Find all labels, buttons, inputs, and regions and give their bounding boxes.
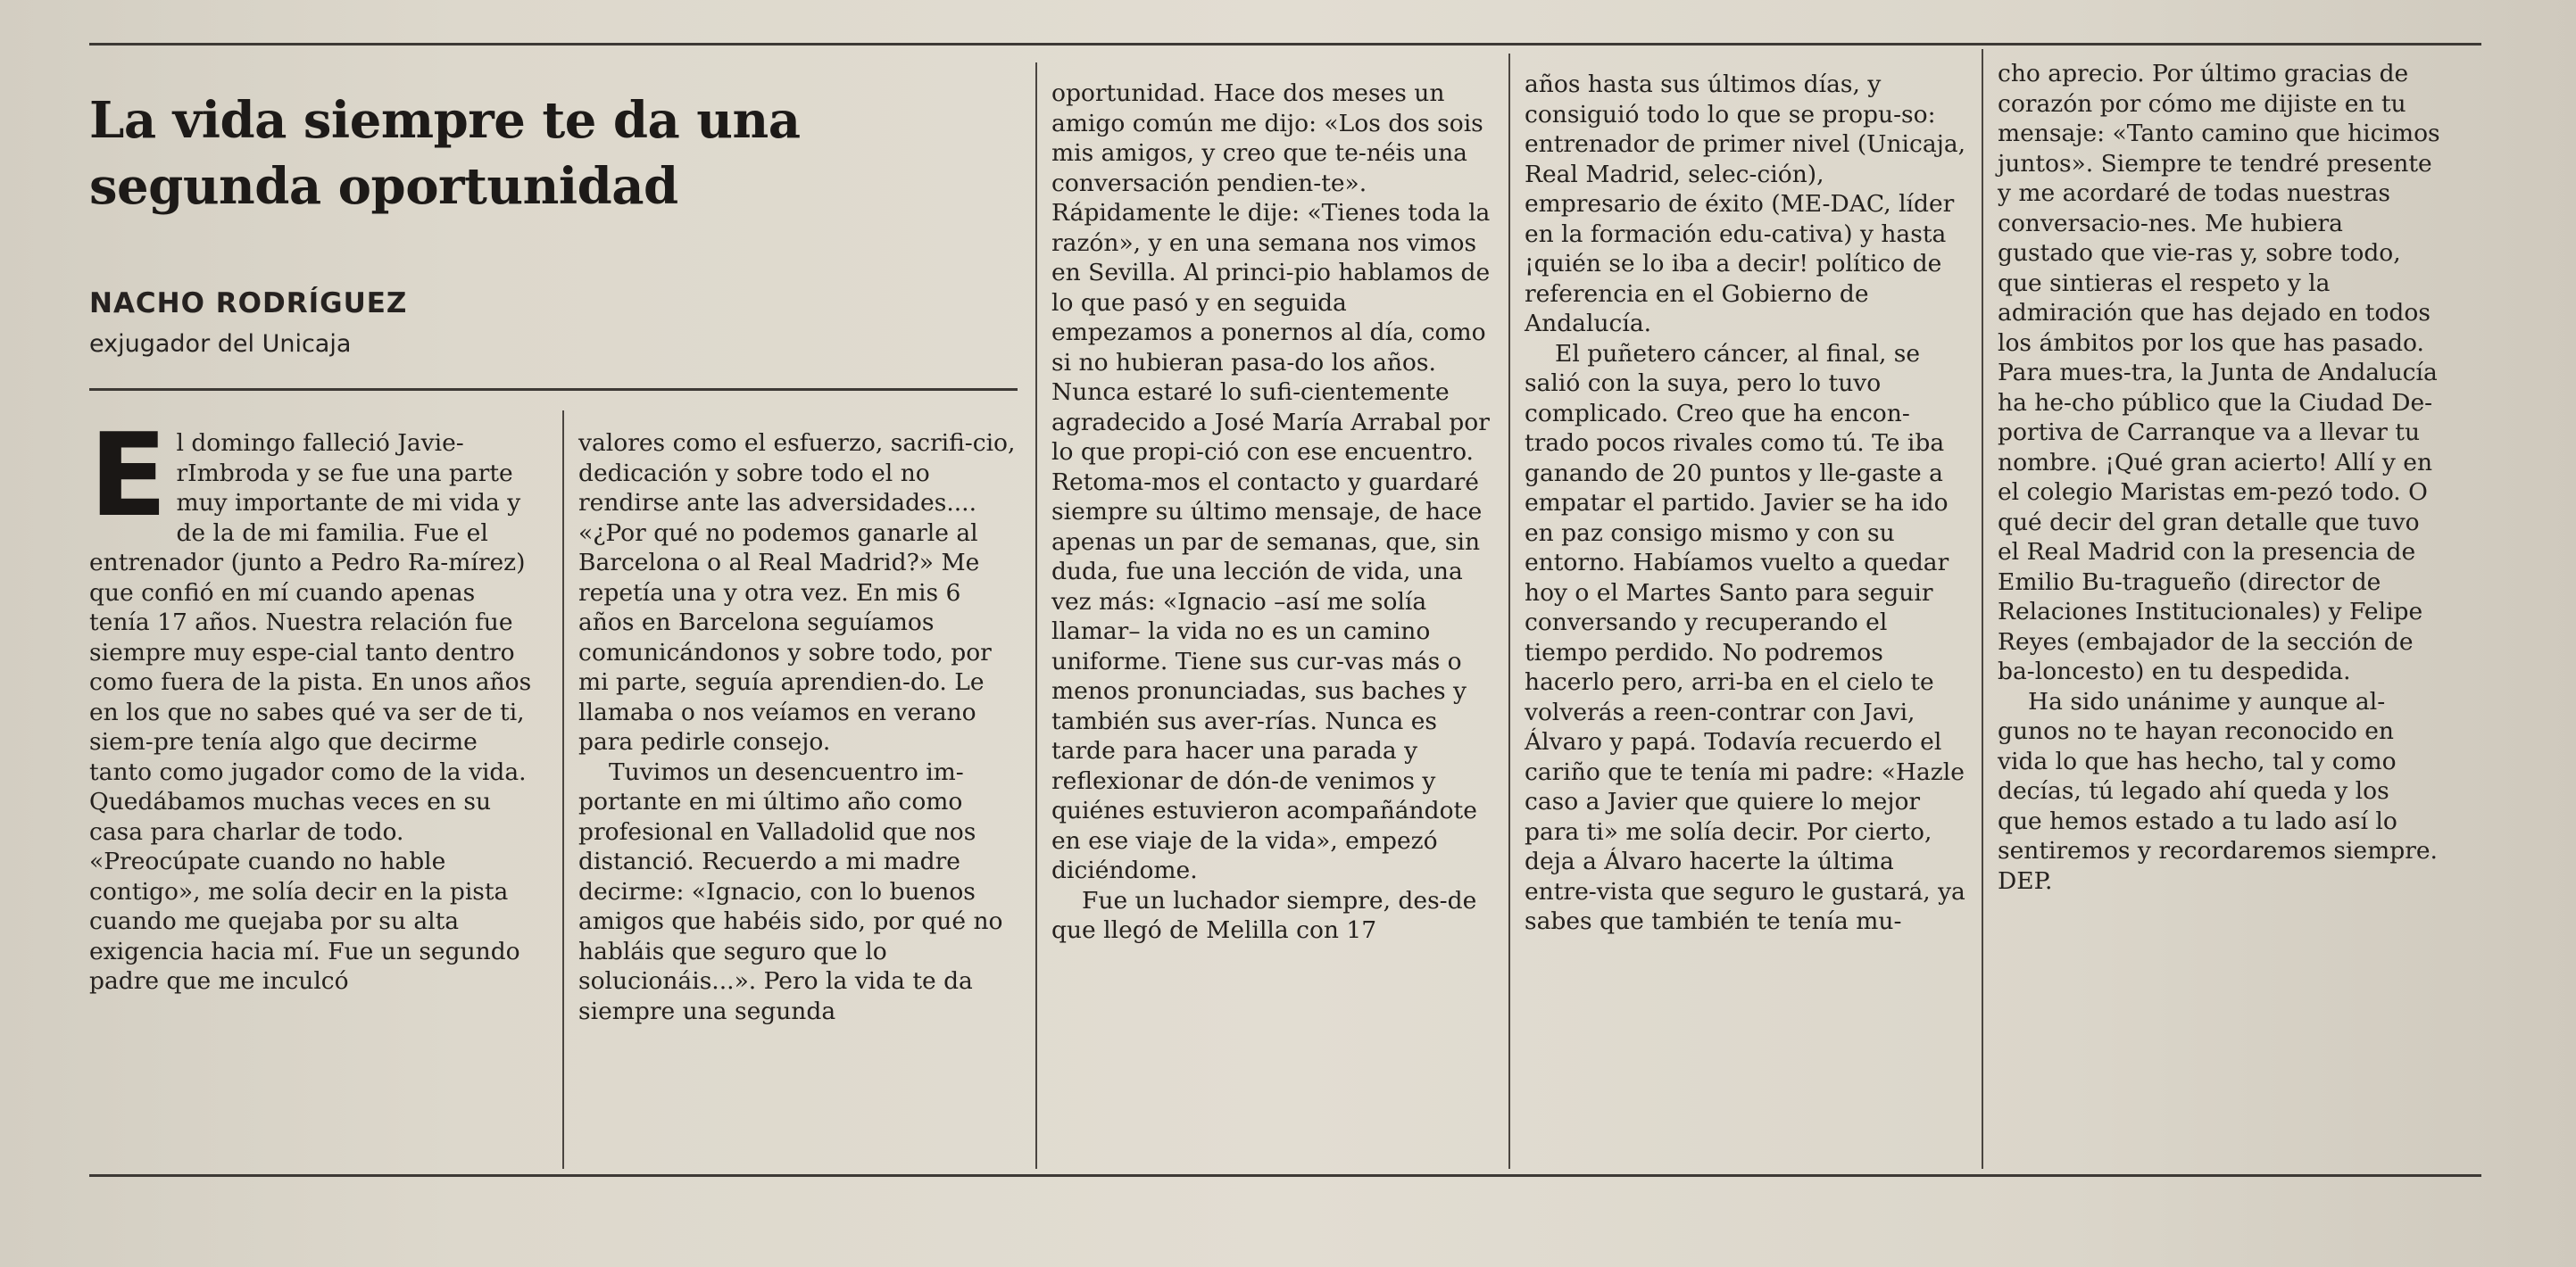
byline-rule bbox=[89, 388, 1018, 391]
paragraph-text: l domingo falleció Javie-rImbroda y se fue una parte muy importante de mi vida y de la de mi familia. Fue el entrenador (junto a Pedro Ra-mírez) que confió en mí cuando apenas tenía 17 años. Nuestra relación fue siempre muy espe-cial tanto dentro como fuera de la pista. En unos años en los que no sabes qué va ser de ti, siem-pre tenía algo que decirme tanto como jugador como de la vida. Quedábamos muchas veces en su casa para charlar de todo. «Preocúpate cuando no hable contigo», me solía decir en la pista cuando me quejaba por su alta exigencia hacia mí. Fue un segundo padre que me inculcó bbox=[89, 429, 532, 995]
author-name: NACHO RODRÍGUEZ bbox=[89, 287, 408, 319]
article-paragraph: Tuvimos un desencuentro im-portante en mi último año como profesional en Valladolid que nos distanció. Recuerdo a mi madre decirme: «Ignacio, con lo buenos amigos que habéis sido, por qué no habláis que seguro que lo solucionáis...». Pero la vida te da siempre una segunda bbox=[578, 758, 1003, 1025]
column-divider-1 bbox=[562, 410, 564, 1169]
column-divider-2 bbox=[1035, 62, 1037, 1169]
top-rule bbox=[89, 43, 2481, 46]
article-column-1 bbox=[89, 410, 532, 997]
author-role: exjugador del Unicaja bbox=[89, 330, 352, 358]
article-column-5 bbox=[1998, 59, 2440, 896]
headline-line-2: segunda oportunidad bbox=[89, 157, 678, 216]
article-paragraph: oportunidad. Hace dos meses un amigo común me dijo: «Los dos sois mis amigos, y creo que te-néis una conversación pendien-te». Rápidamente le dije: «Tienes toda la razón», y en una semana nos vimos en Sevilla. Al princi-pio hablamos de lo que pasó y en seguida empezamos a ponernos al día, como si no hubieran pasa-do los años. Nunca estaré lo sufi-cientemente agradecido a José María Arrabal por lo que propi-ció con ese encuentro. Retoma-mos el contacto y guardaré siempre su último mensaje, de hace apenas un par de semanas, que, sin duda, fue una lección de vida, una vez más: «Ignacio –así me solía llamar– la vida no es un camino uniforme. Tiene sus cur-vas más o menos pronunciadas, sus baches y también sus aver-rías. Nunca es tarde para hacer una parada y reflexionar de dón-de venimos y quiénes estuvieron acompañándote en ese viaje de la vida», empezó diciéndome. bbox=[1051, 79, 1491, 884]
headline-line-1: La vida siempre te da una bbox=[89, 91, 801, 150]
article-column-3 bbox=[1051, 79, 1494, 946]
bottom-rule bbox=[89, 1174, 2481, 1177]
article-paragraph: Ha sido unánime y aunque al-gunos no te hayan reconocido en vida lo que has hecho, tal y como decías, tú legado ahí queda y los que hemos estado a tu lado así lo sentiremos y recordaremos siempre. DEP. bbox=[1998, 687, 2438, 895]
article-paragraph: cho aprecio. Por último gracias de corazón por cómo me dijiste en tu mensaje: «Tanto camino que hicimos juntos». Siempre te tendré presente y me acordaré de todas nuestras conversacio-nes. Me hubiera gustado que vie-ras y, sobre todo, que sintieras el respeto y la admiración que has dejado en todos los ámbitos por los que has pasado. Para mues-tra, la Junta de Andalucía ha he-cho público que la Ciudad De-portiva de Carranque va a llevar tu nombre. ¡Qué gran acierto! Allí y en el colegio Maristas em-pezó todo. O qué decir del gran detalle que tuvo el Real Madrid con la presencia de Emilio Bu-tragueño (director de Relaciones Institucionales) y Felipe Reyes (embajador de la sección de ba-loncesto) en tu despedida. bbox=[1998, 60, 2440, 685]
article-paragraph: Fue un luchador siempre, des-de que llegó de Melilla con 17 bbox=[1051, 886, 1477, 944]
article-paragraph: valores como el esfuerzo, sacrifi-cio, dedicación y sobre todo el no rendirse ante las adversidades.... «¿Por qué no podemos ganarle al Barcelona o al Real Madrid?» Me repetía una y otra vez. En mis 6 años en Barcelona seguíamos comunicándonos y sobre todo, por mi parte, seguía aprendien-do. Le llamaba o nos veíamos en verano para pedirle consejo. bbox=[578, 429, 1016, 756]
article-column-2 bbox=[578, 428, 1021, 1026]
article-paragraph bbox=[89, 410, 532, 997]
article-column-4 bbox=[1525, 70, 1967, 937]
drop-cap: E bbox=[89, 410, 168, 542]
article-paragraph: El puñetero cáncer, al final, se salió con la suya, pero lo tuvo complicado. Creo que ha encon-trado pocos rivales como tú. Te iba ganando de 20 puntos y lle-gaste a empatar el partido. Javier se ha ido en paz consigo mismo y con su entorno. Habíamos vuelto a quedar hoy o el Martes Santo para seguir conversando y recuperando el tiempo perdido. No podremos hacerlo pero, arri-ba en el cielo te volverás a reen-contrar con Javi, Álvaro y papá. Todavía recuerdo el cariño que te tenía mi padre: «Hazle caso a Javier que quiere lo mejor para ti» me solía decir. Por cierto, deja a Álvaro hacerte la última entre-vista que seguro le gustará, ya sabes que también te tenía mu- bbox=[1525, 339, 1965, 935]
column-divider-4 bbox=[1982, 49, 1983, 1169]
column-divider-3 bbox=[1508, 54, 1510, 1169]
headline bbox=[89, 87, 1035, 219]
article-paragraph: años hasta sus últimos días, y consiguió todo lo que se propu-so: entrenador de primer nivel (Unicaja, Real Madrid, selec-ción), empresario de éxito (ME-DAC, líder en la formación edu-cativa) y hasta ¡quién se lo iba a decir! político de referencia en el Gobierno de Andalucía. bbox=[1525, 70, 1966, 337]
